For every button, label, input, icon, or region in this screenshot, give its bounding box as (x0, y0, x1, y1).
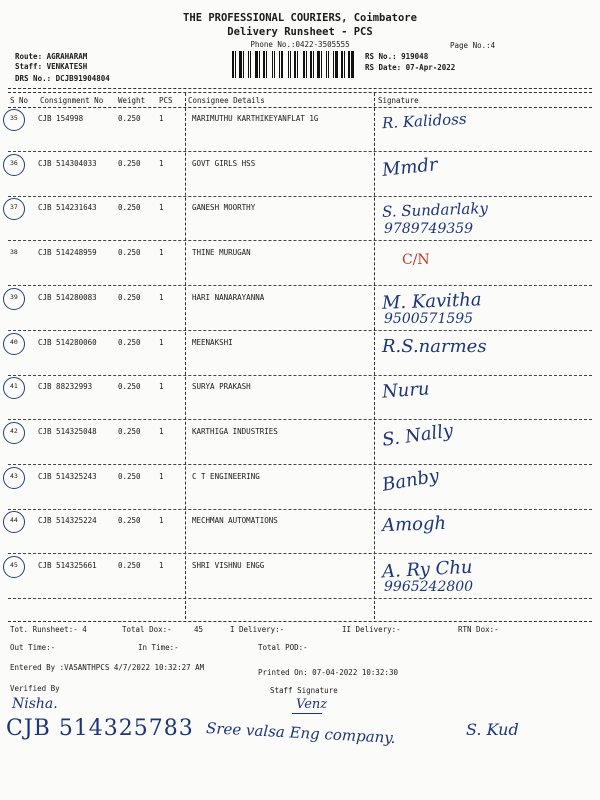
handwritten-company: Sree valsa Eng company. (205, 719, 397, 747)
barcode-bar (248, 51, 249, 78)
consignee-name: MEENAKSHI (192, 337, 233, 347)
pcs-value: 1 (159, 426, 164, 436)
recipient-signature: Nuru (381, 378, 431, 403)
barcode-bar (303, 51, 305, 78)
consignee-name: GANESH MOORTHY (192, 203, 256, 213)
weight-value: 0.250 (118, 203, 141, 213)
weight-value: 0.250 (118, 158, 141, 168)
barcode-bar (346, 51, 347, 78)
pcs-value: 1 (159, 561, 164, 570)
total-dox-value: 45 (194, 625, 204, 634)
serial-number: 38 (10, 248, 18, 257)
barcode-bar (232, 51, 234, 78)
weight-value: 0.250 (118, 471, 141, 481)
handwritten-consignment: CJB 514325783 (6, 716, 194, 741)
handwritten-note: 9965242800 (384, 579, 474, 595)
pcs-value: 1 (159, 114, 164, 123)
staff-signature-label: Staff Signature (270, 686, 338, 695)
col-sno: S No (10, 96, 29, 105)
consignment-number: CJB 514231643 (38, 203, 97, 213)
route-label: Route: AGRAHARAM (15, 52, 88, 61)
table-row (0, 466, 600, 510)
serial-number: 41 (10, 382, 18, 391)
col-consignment: Consignment No (40, 96, 104, 105)
handwritten-note: C/N (402, 252, 430, 269)
consignee-name: C T ENGINEERING (192, 471, 260, 481)
i-delivery: I Delivery:- (230, 625, 285, 634)
serial-number: 40 (10, 337, 18, 346)
table-row (0, 108, 600, 152)
barcode-bar (255, 51, 258, 78)
barcode-bar (259, 51, 260, 78)
barcode-bar (279, 51, 280, 78)
table-row (0, 153, 600, 197)
totals-rule (8, 621, 592, 622)
weight-value: 0.250 (118, 114, 141, 123)
barcode-bar (297, 51, 298, 78)
col-consignee: Consignee Details (188, 96, 265, 105)
consignee-name: GOVT GIRLS HSS (192, 158, 256, 168)
consignment-number: CJB 154998 (38, 114, 84, 123)
entered-by: Entered By :VASANTHPCS 4/7/2022 10:32:27 AM (10, 663, 205, 672)
barcode-bar (284, 51, 287, 78)
total-pod: Total POD:- (258, 643, 308, 652)
weight-value: 0.250 (118, 382, 141, 392)
drs-number: DRS No.: DCJB91904804 (15, 74, 110, 83)
consignment-number: CJB 514325661 (38, 561, 97, 570)
serial-number: 45 (10, 561, 18, 569)
handwritten-note: 9500571595 (384, 310, 474, 327)
consignment-number: CJB 514304033 (38, 158, 97, 168)
serial-number: 35 (10, 114, 18, 122)
barcode-bar (344, 51, 345, 78)
barcode-bar (261, 51, 262, 78)
barcode-bar (313, 51, 314, 78)
consignment-number: CJB 514248959 (38, 248, 97, 258)
recipient-signature: Banby (380, 464, 441, 496)
barcode-bar (328, 51, 329, 78)
recipient-signature: S. Sundarlaky (381, 199, 489, 222)
consignee-name: SURYA PRAKASH (192, 382, 251, 392)
consignee-name: KARTHIGA INDUSTRIES (192, 426, 278, 436)
pcs-value: 1 (159, 158, 164, 168)
barcode-bar (294, 51, 296, 78)
rs-number: RS No.: 919048 (365, 52, 429, 61)
barcode-bar (252, 51, 254, 78)
barcode-bar (326, 51, 327, 78)
barcode-bar (339, 51, 340, 78)
rs-date: RS Date: 07-Apr-2022 (365, 63, 456, 72)
row-divider (8, 598, 592, 599)
barcode-bar (250, 51, 251, 78)
total-runsheet: Tot. Runsheet:- 4 (10, 625, 87, 634)
consignment-number: CJB 514280060 (38, 337, 97, 347)
barcode-bar (292, 51, 293, 78)
in-time: In Time:- (138, 643, 179, 652)
consignment-number: CJB 514325048 (38, 426, 97, 436)
company-title: THE PROFESSIONAL COURIERS, Coimbatore (183, 12, 417, 24)
rtn-dox: RTN Dox:- (458, 625, 499, 634)
barcode-bar (299, 51, 302, 78)
col-signature: Signature (378, 96, 419, 105)
recipient-signature: S. Nally (380, 420, 455, 451)
pcs-value: 1 (159, 248, 164, 258)
table-top-rule-2 (8, 92, 592, 93)
company-phone: Phone No.:0422-3505555 (250, 40, 350, 49)
barcode-bar (281, 51, 283, 78)
verified-by-label: Verified By (10, 684, 60, 693)
barcode-bar (274, 51, 275, 78)
consignee-name: SHRI VISHNU ENGG (192, 561, 265, 570)
table-row (0, 555, 600, 599)
barcode-bar (290, 51, 291, 78)
consignment-number: CJB 514325224 (38, 516, 97, 526)
staff-signature: Venz (296, 697, 328, 712)
barcode-bar (321, 51, 322, 78)
consignee-name: HARI NANARAYANNA (192, 292, 265, 302)
pcs-value: 1 (159, 292, 164, 302)
handwritten-signature: S. Kud (466, 720, 519, 739)
pcs-value: 1 (159, 382, 164, 392)
barcode-bar (317, 51, 320, 78)
table-row (0, 332, 600, 376)
consignment-number: CJB 514280083 (38, 292, 97, 302)
table-row (0, 421, 600, 465)
consignee-name: MARIMUTHU KARTHIKEYANFLAT 1G (192, 114, 319, 123)
barcode-bar (306, 51, 307, 78)
barcode-bar (351, 51, 354, 78)
consignment-number: CJB 88232993 (38, 382, 93, 392)
page-number: Page No.:4 (450, 41, 496, 50)
barcode-bar (341, 51, 343, 78)
weight-value: 0.250 (118, 248, 141, 258)
barcode-bar (335, 51, 338, 78)
barcode-bar (239, 51, 242, 78)
barcode-bar (266, 51, 267, 78)
col-pcs: PCS (159, 96, 173, 105)
ii-delivery: II Delivery:- (342, 625, 401, 634)
printed-on: Printed On: 07-04-2022 10:32:30 (258, 668, 398, 677)
table-row (0, 287, 600, 331)
verified-signature: Nisha. (12, 696, 58, 712)
recipient-signature: R. Kalidoss (381, 109, 468, 133)
barcode-bar (308, 51, 309, 78)
barcode-bar (276, 51, 278, 78)
weight-value: 0.250 (118, 337, 141, 347)
barcode-bar (323, 51, 325, 78)
barcode-bar (243, 51, 244, 78)
table-row (0, 197, 600, 241)
pcs-value: 1 (159, 203, 164, 213)
handwritten-note: 9789749359 (384, 221, 474, 238)
table-row (0, 242, 600, 286)
weight-value: 0.250 (118, 561, 141, 570)
recipient-signature: Mmdr (381, 153, 439, 181)
runsheet-subtitle: Delivery Runsheet - PCS (227, 26, 373, 38)
barcode-bar (315, 51, 316, 78)
pcs-value: 1 (159, 337, 164, 347)
barcode-bar (235, 51, 236, 78)
recipient-signature: M. Kavitha (381, 289, 482, 314)
barcode-bar (333, 51, 334, 78)
out-time: Out Time:- (10, 643, 56, 652)
weight-value: 0.250 (118, 516, 141, 526)
barcode-bar (272, 51, 273, 78)
consignment-number: CJB 514325243 (38, 471, 97, 481)
serial-number: 37 (10, 203, 18, 212)
recipient-signature: Amogh (381, 513, 447, 537)
barcode-bar (310, 51, 312, 78)
col-weight: Weight (118, 96, 146, 105)
table-row (0, 376, 600, 420)
recipient-signature: A. Ry Chu (381, 556, 474, 583)
pcs-value: 1 (159, 471, 164, 481)
barcode-bar (245, 51, 247, 78)
weight-value: 0.250 (118, 426, 141, 436)
staff-signature-underline (292, 713, 322, 714)
total-dox: Total Dox:- (122, 625, 172, 634)
serial-number: 39 (10, 292, 18, 301)
recipient-signature: R.S.narmes (382, 335, 487, 357)
barcode (232, 51, 356, 78)
barcode-bar (288, 51, 289, 78)
weight-value: 0.250 (118, 292, 141, 302)
consignee-name: THINE MURUGAN (192, 248, 251, 258)
consignee-name: MECHMAN AUTOMATIONS (192, 516, 278, 526)
barcode-bar (348, 51, 350, 78)
barcode-bar (330, 51, 332, 78)
serial-number: 44 (10, 516, 18, 525)
barcode-bar (268, 51, 271, 78)
table-row (0, 510, 600, 554)
barcode-bar (263, 51, 265, 78)
serial-number: 36 (10, 158, 18, 167)
serial-number: 42 (10, 426, 18, 435)
table-top-rule (8, 88, 592, 89)
pcs-value: 1 (159, 516, 164, 526)
staff-label: Staff: VENKATESH (15, 62, 88, 71)
serial-number: 43 (10, 471, 18, 480)
barcode-bar (237, 51, 238, 78)
